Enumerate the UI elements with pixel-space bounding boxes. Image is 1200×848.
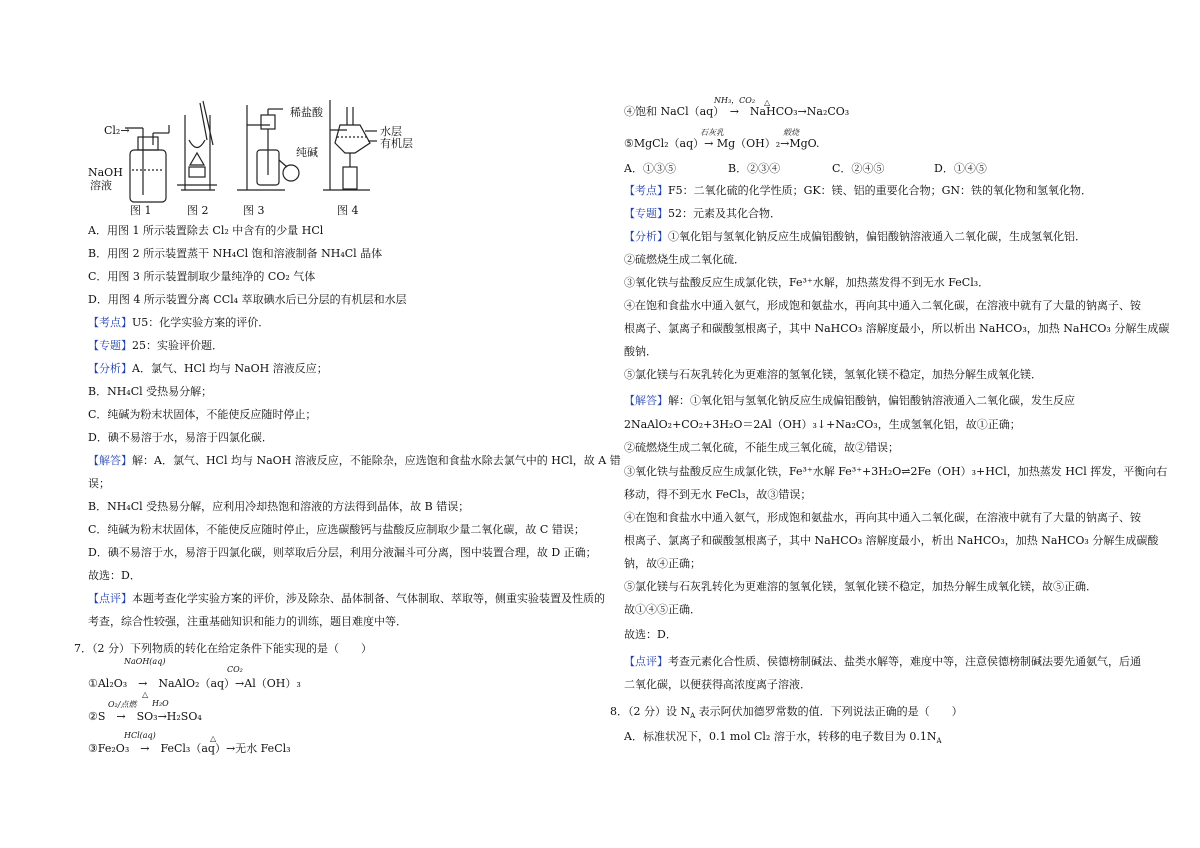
q6-kaodian-text: U5：化学实验方案的评价．	[132, 316, 270, 329]
q7-kaodian-text: F5：二氧化硫的化学性质；GK：镁、铝的重要化合物；GN：铁的氧化物和氢氧化物．	[668, 184, 1093, 197]
q7-dianping-2: 二氧化碳，以便获得高浓度离子溶液．	[624, 678, 811, 691]
fig-caption-1: 图 1	[130, 204, 152, 217]
q7-kaodian-tag: 【考点】	[624, 184, 668, 197]
q8-stem-sub: A	[690, 712, 696, 721]
q6-fenxi-tag: 【分析】	[88, 362, 132, 375]
q7-jieda-1b: 2NaAlO₂+CO₂+3H₂O＝2Al（OH）₃↓+Na₂CO₃，生成氢氧化铝，故①正确；	[624, 418, 1021, 431]
q7-dianping-tag: 【点评】	[624, 655, 668, 668]
q7-reaction-1: ①Al₂O₃ → NaAlO₂（aq）→Al（OH）₃	[88, 677, 301, 690]
q8-stem-text: 8．（2 分）设 N	[610, 705, 691, 718]
q6-jieda-b: B．NH₄Cl 受热易分解，应利用冷却热饱和溶液的方法得到晶体，故 B 错误；	[88, 500, 470, 513]
q6-zhuanti-text: 25：实验评价题．	[132, 339, 223, 352]
cl2-label: Cl₂→	[104, 124, 130, 137]
q7-zhuanti-tag: 【专题】	[624, 207, 668, 220]
q8-option-a-sub: A	[936, 737, 942, 746]
q7-kaodian	[624, 183, 1092, 199]
q6-jieda-a2: 误；	[88, 477, 110, 490]
q7-r2-cond1: O₂/点燃	[108, 700, 137, 709]
q7-dianping-1: 考查元素化合性质、侯德榜制碱法、盐类水解等，难度中等，注意侯德榜制碱法要先通氨气，后通	[668, 655, 1141, 668]
dilute-hcl-label: 稀盐酸	[290, 106, 323, 119]
q7-jieda-4b: 根离子、氯离子和碳酸氢根离子，其中 NaHCO₃ 溶解度最小，析出 NaHCO₃，加热 NaHCO₃ 分解生成碳酸	[624, 534, 1159, 547]
q6-fenxi-b: B．NH₄Cl 受热易分解；	[88, 385, 213, 398]
q7-option-c: C．②④⑤	[832, 162, 885, 175]
q7-fenxi-tag: 【分析】	[624, 230, 668, 243]
fig-caption-3: 图 3	[243, 204, 265, 217]
fig2-evaporation	[177, 101, 217, 190]
organic-layer-label: 有机层	[380, 137, 413, 150]
q7-jieda-1a: 解：①氧化铝与氢氧化钠反应生成偏铝酸钠，偏铝酸钠溶液通入二氧化碳，发生反应	[668, 394, 1075, 407]
q7-option-b: B．②③④	[728, 162, 781, 175]
q6-option-b: B．用图 2 所示装置蒸干 NH₄Cl 饱和溶液制备 NH₄Cl 晶体	[88, 247, 383, 260]
q8-option-a	[624, 729, 942, 749]
q7-r1-cond-top: NaOH(aq)	[124, 657, 166, 666]
q6-zhuanti-tag: 【专题】	[88, 339, 132, 352]
q8-stem-rest: 表示阿伏加德罗常数的值．下列说法正确的是（ ）	[695, 705, 963, 718]
q6-zhuanti	[88, 338, 223, 354]
fig4-separatory-funnel	[323, 100, 377, 190]
water-layer-label: 水层	[380, 125, 402, 138]
q7-fenxi-4a: ④在饱和食盐水中通入氨气，形成饱和氨盐水，再向其中通入二氧化碳，在溶液中就有了大量的钠离子、铵	[624, 299, 1141, 312]
q7-fenxi	[624, 229, 1086, 245]
q7-jieda	[624, 393, 1075, 409]
q8-option-a-text: A．标准状况下，0.1 mol Cl₂ 溶于水，转移的电子数目为 0.1N	[624, 730, 937, 743]
q6-jieda	[88, 453, 621, 469]
q6-jieda-tag: 【解答】	[88, 454, 132, 467]
q6-kaodian-tag: 【考点】	[88, 316, 132, 329]
q7-r3-cond2: △	[210, 734, 217, 743]
q7-option-d: D．①④⑤	[934, 162, 987, 175]
q6-option-c: C．用图 3 所示装置制取少量纯净的 CO₂ 气体	[88, 270, 316, 283]
q6-fenxi-c: C．纯碱为粉末状固体，不能使反应随时停止；	[88, 408, 317, 421]
q7-r5-cond1: 石灰乳	[700, 128, 724, 137]
q7-jieda-3a: ③氧化铁与盐酸反应生成氯化铁，Fe³⁺水解 Fe³⁺+3H₂O⇌2Fe（OH）₃+HCl，加热蒸发 HCl 挥发，平衡向右	[624, 465, 1168, 478]
q7-dianping	[624, 654, 1141, 670]
q6-fenxi	[88, 361, 328, 377]
q6-dianping-2: 考查，综合性较强，注重基础知识和能力的训练，题目难度中等．	[88, 615, 407, 628]
q7-jieda-5: ⑤氯化镁与石灰乳转化为更难溶的氢氧化镁，氢氧化镁不稳定，加热分解生成氧化镁，故⑤正确．	[624, 580, 1097, 593]
q6-fenxi-d: D．碘不易溶于水，易溶于四氯化碳．	[88, 431, 273, 444]
q7-r1-cond2: CO₂	[227, 665, 243, 674]
q6-dianping-tag: 【点评】	[88, 592, 132, 605]
q7-r5-cond2: 煅烧	[783, 128, 799, 137]
q7-jieda-6: 故①④⑤正确．	[624, 603, 701, 616]
q7-reaction-5: ⑤MgCl₂（aq）→ Mg（OH）₂→MgO.	[624, 137, 820, 150]
q6-dianping-1: 本题考查化学实验方案的评价，涉及除杂、晶体制备、气体制取、萃取等，侧重实验装置及性质的	[132, 592, 605, 605]
fig-caption-4: 图 4	[337, 204, 359, 217]
q7-fenxi-3: ③氧化铁与盐酸反应生成氯化铁，Fe³⁺水解，加热蒸发得不到无水 FeCl₃．	[624, 276, 990, 289]
q6-fenxi-a: A．氯气、HCl 均与 NaOH 溶液反应；	[132, 362, 328, 375]
q7-stem: 7．（2 分）下列物质的转化在给定条件下能实现的是（ ）	[74, 642, 372, 655]
q7-r4-cond: NH₃，CO₂	[714, 96, 756, 105]
q7-reaction-2: ②S → SO₃→H₂SO₄	[88, 710, 202, 723]
q7-r1-cond-bottom: △	[142, 690, 149, 699]
q6-option-a: A．用图 1 所示装置除去 Cl₂ 中含有的少量 HCl	[88, 224, 324, 237]
q7-option-a: A．①③⑤	[624, 162, 676, 175]
q7-fenxi-1: ①氧化铝与氢氧化钠反应生成偏铝酸钠，偏铝酸钠溶液通入二氧化碳，生成氢氧化铝．	[668, 230, 1086, 243]
q7-jieda-2: ②硫燃烧生成二氧化硫，不能生成三氧化硫，故②错误；	[624, 441, 899, 454]
q7-fenxi-4b: 根离子、氯离子和碳酸氢根离子，其中 NaHCO₃ 溶解度最小，所以析出 NaHCO₃，加热 NaHCO₃ 分解生成碳	[624, 322, 1170, 335]
naoh-solution-label: 溶液	[90, 179, 112, 192]
naoh-label: NaOH	[88, 166, 123, 179]
q7-fenxi-5: ⑤氯化镁与石灰乳转化为更难溶的氢氧化镁，氢氧化镁不稳定，加热分解生成氧化镁．	[624, 368, 1042, 381]
q7-zhuanti-text: 52：元素及其化合物．	[668, 207, 781, 220]
q6-choose: 故选：D．	[88, 569, 141, 582]
q6-jieda-d: D．碘不易溶于水，易溶于四氯化碳，则萃取后分层，利用分液漏斗可分离，图中装置合理，故 D 正确；	[88, 546, 597, 559]
q7-reaction-4: ④饱和 NaCl（aq） → NaHCO₃→Na₂CO₃	[624, 105, 850, 118]
q7-zhuanti	[624, 206, 781, 222]
q7-r3-cond1: HCl(aq)	[124, 731, 156, 740]
q7-fenxi-2: ②硫燃烧生成二氧化硫．	[624, 253, 745, 266]
q7-jieda-3b: 移动，得不到无水 FeCl₃，故③错误；	[624, 488, 812, 501]
q7-jieda-4c: 钠，故④正确；	[624, 557, 701, 570]
q6-jieda-c: C．纯碱为粉末状固体，不能使反应随时停止，应选碳酸钙与盐酸反应制取少量二氧化碳，故 C 错误；	[88, 523, 585, 536]
q7-r4-cond2: △	[764, 98, 771, 107]
soda-label: 纯碱	[296, 146, 318, 159]
q8-stem	[610, 704, 963, 724]
fig1-wash-bottle	[125, 125, 169, 202]
fig-caption-2: 图 2	[187, 204, 209, 217]
q7-choose: 故选：D．	[624, 628, 677, 641]
q6-dianping	[88, 591, 605, 607]
q7-fenxi-4c: 酸钠．	[624, 345, 657, 358]
q6-jieda-a1: 解：A．氯气、HCl 均与 NaOH 溶液反应，不能除杂，应选饱和食盐水除去氯气中的 HCl，故 A 错	[132, 454, 621, 467]
q7-jieda-4a: ④在饱和食盐水中通入氨气，形成饱和氨盐水，再向其中通入二氧化碳，在溶液中就有了大量的钠离子、铵	[624, 511, 1141, 524]
q6-option-d: D．用图 4 所示装置分离 CCl₄ 萃取碘水后已分层的有机层和水层	[88, 293, 407, 306]
q7-jieda-tag: 【解答】	[624, 394, 668, 407]
q7-reaction-3: ③Fe₂O₃ → FeCl₃（aq）→无水 FeCl₃	[88, 742, 291, 755]
q7-r2-cond2: H₂O	[152, 699, 169, 708]
q6-kaodian	[88, 315, 269, 331]
